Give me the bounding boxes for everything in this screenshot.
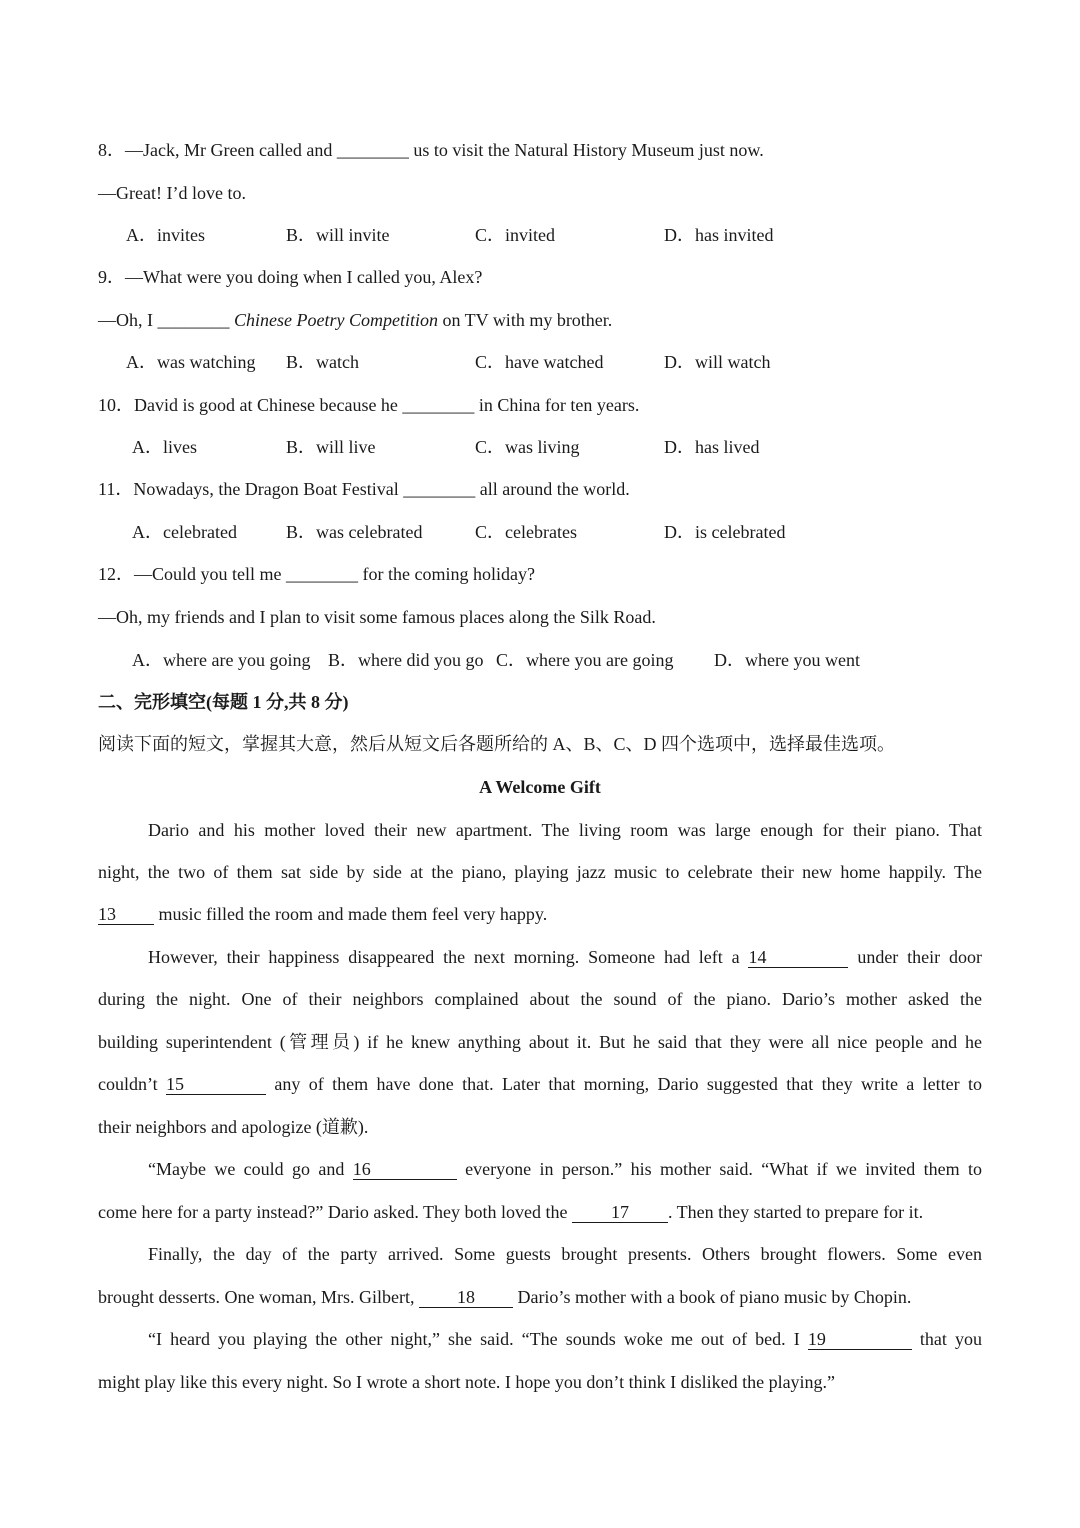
passage-p4-line1: Finally, the day of the party arrived. Some guests brought presents. Others brought flowers. Some even (148, 1244, 982, 1264)
question-8: 8．—Jack, Mr Green called and ________ us to visit the Natural History Museum just now. (98, 140, 764, 160)
blank-13[interactable]: 13 (98, 904, 154, 925)
option-a[interactable]: A．where are you going (132, 650, 311, 670)
option-d[interactable]: D．where you went (714, 650, 860, 670)
option-c[interactable]: C．invited (475, 225, 555, 245)
passage-title: A Welcome Gift (479, 777, 601, 797)
question-10: 10．David is good at Chinese because he ________ in China for ten years. (98, 395, 640, 415)
passage-p2-line1: However, their happiness disappeared the next morning. Someone had left a 14 under their door (148, 947, 982, 967)
option-b[interactable]: B．was celebrated (286, 522, 423, 542)
option-a[interactable]: A．invites (126, 225, 205, 245)
option-d[interactable]: D．is celebrated (664, 522, 786, 542)
passage-p2-line4: couldn’t 15 any of them have done that. Later that morning, Dario suggested that they write a letter to (98, 1074, 982, 1094)
question-9: 9．—What were you doing when I called you, Alex? (98, 267, 483, 287)
passage-p1-line3: 13 music filled the room and made them feel very happy. (98, 904, 548, 924)
question-12-options (0, 648, 1080, 672)
passage-p5-line2: might play like this every night. So I wrote a short note. I hope you don’t think I disliked the playing.” (98, 1372, 836, 1392)
question-12: 12．—Could you tell me ________ for the coming holiday? (98, 564, 535, 584)
passage-p3-line2: come here for a party instead?” Dario asked. They both loved the 17 . Then they started to prepare for it. (98, 1202, 924, 1222)
option-c[interactable]: C．was living (475, 437, 580, 457)
passage-p2-line5: their neighbors and apologize (道歉). (98, 1117, 369, 1137)
option-b[interactable]: B．watch (286, 352, 359, 372)
question-8-options (0, 223, 1080, 247)
question-12-reply: —Oh, my friends and I plan to visit some famous places along the Silk Road. (98, 607, 656, 627)
passage-p1-line2: night, the two of them sat side by side at the piano, playing jazz music to celebrate their new home happily. The (98, 862, 982, 882)
question-10-options (0, 435, 1080, 459)
section-instruction: 阅读下面的短文，掌握其大意，然后从短文后各题所给的 A、B、C、D 四个选项中，选择最佳选项。 (98, 734, 896, 754)
option-b[interactable]: B．will live (286, 437, 376, 457)
blank-17[interactable]: 17 (572, 1202, 668, 1223)
passage-p1-line1: Dario and his mother loved their new apartment. The living room was large enough for their piano. That (148, 820, 982, 840)
passage-p2-line2: during the night. One of their neighbors complained about the sound of the piano. Dario’s mother asked the (98, 989, 982, 1009)
option-c[interactable]: C．celebrates (475, 522, 577, 542)
question-9-options (0, 350, 1080, 374)
question-8-reply: —Great! I’d love to. (98, 183, 246, 203)
section-heading: 二、完形填空(每题 1 分,共 8 分) (98, 692, 349, 712)
option-a[interactable]: A．lives (132, 437, 197, 457)
blank-19[interactable]: 19 (808, 1329, 912, 1350)
option-b[interactable]: B．will invite (286, 225, 390, 245)
option-d[interactable]: D．has lived (664, 437, 760, 457)
question-11: 11．Nowadays, the Dragon Boat Festival ________ all around the world. (98, 479, 630, 499)
show-title: Chinese Poetry Competition (234, 310, 438, 330)
blank-16[interactable]: 16 (353, 1159, 457, 1180)
passage-p2-line3: building superintendent (管理员) if he knew anything about it. But he said that they were all nice people and he (98, 1032, 982, 1052)
option-c[interactable]: C．where you are going (496, 650, 674, 670)
option-d[interactable]: D．has invited (664, 225, 774, 245)
blank-14[interactable]: 14 (748, 947, 848, 968)
option-d[interactable]: D．will watch (664, 352, 771, 372)
question-11-options (0, 520, 1080, 544)
passage-p3-line1: “Maybe we could go and 16 everyone in person.” his mother said. “What if we invited them to (148, 1159, 982, 1179)
option-b[interactable]: B．where did you go (328, 650, 484, 670)
passage-p5-line1: “I heard you playing the other night,” she said. “The sounds woke me out of bed. I 19 that you (148, 1329, 982, 1349)
option-c[interactable]: C．have watched (475, 352, 604, 372)
option-a[interactable]: A．celebrated (132, 522, 237, 542)
passage-p4-line2: brought desserts. One woman, Mrs. Gilbert, 18 Dario’s mother with a book of piano music by Chopin. (98, 1287, 912, 1307)
blank-15[interactable]: 15 (166, 1074, 266, 1095)
option-a[interactable]: A．was watching (126, 352, 256, 372)
question-9-reply: —Oh, I ________ Chinese Poetry Competition on TV with my brother. (98, 310, 613, 330)
blank-18[interactable]: 18 (419, 1287, 513, 1308)
